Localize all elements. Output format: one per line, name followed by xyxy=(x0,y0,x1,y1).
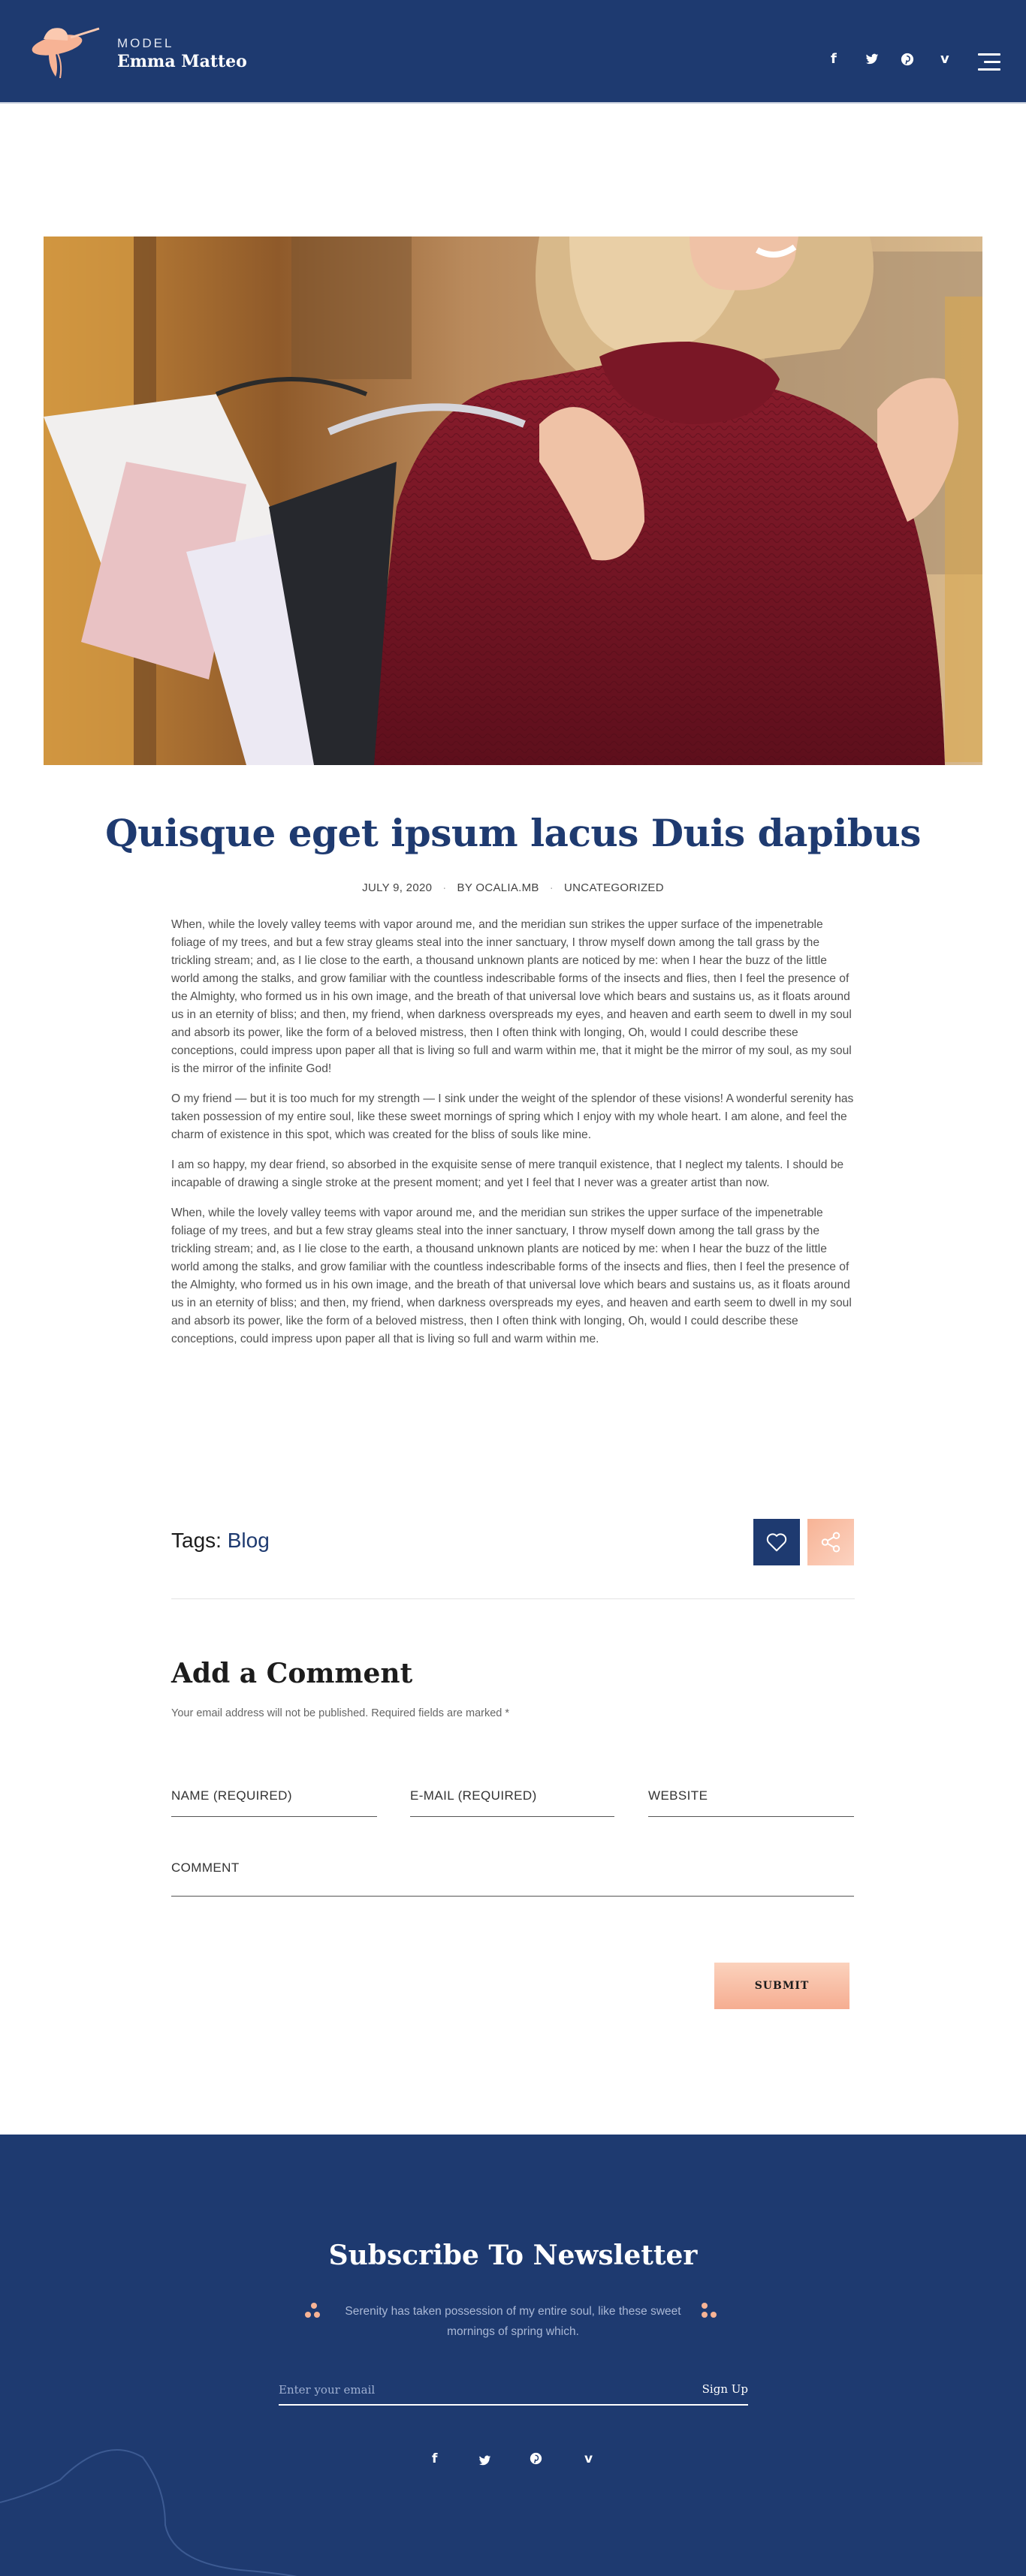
logo-text xyxy=(117,36,247,71)
woman-with-shopping-bags-image xyxy=(44,237,982,765)
post-meta xyxy=(0,881,1026,894)
comment-field[interactable] xyxy=(171,1860,854,1894)
post-title: Quisque eget ipsum lacus Duis dapibus xyxy=(105,811,921,855)
comment-note: Your email address will not be published. Required fields are marked * xyxy=(171,1707,510,1719)
share-button[interactable] xyxy=(807,1519,854,1565)
name-field-wrapper xyxy=(171,1788,377,1817)
tags-label: Tags: xyxy=(171,1529,222,1552)
header-divider xyxy=(0,102,1026,104)
paragraph: O my friend — but it is too much for my strength — I sink under the weight of the splendor of these visions! A wonderful serenity has taken possession of my entire soul, like these sweet mornings of spring which I enjoy with my whole heart. I am alone, and feel the charm of existence in this spot, which was created for the bliss of souls like mine. xyxy=(171,1092,854,1141)
post-tags xyxy=(171,1529,270,1553)
tag-link[interactable]: Blog xyxy=(227,1529,270,1552)
meta-separator: · xyxy=(442,881,447,894)
website-field-wrapper xyxy=(648,1788,854,1817)
meta-separator: · xyxy=(549,881,554,894)
site-logo[interactable] xyxy=(26,24,247,83)
newsletter-subtitle: Serenity has taken possession of my entire soul, like these sweet mornings of spring which. xyxy=(345,2305,681,2338)
hat-logo-icon xyxy=(26,24,101,83)
signup-button[interactable]: Sign Up xyxy=(702,2382,748,2396)
twitter-icon[interactable] xyxy=(865,53,879,65)
comment-title: Add a Comment xyxy=(171,1658,413,1689)
newsletter-title: Subscribe To Newsletter xyxy=(328,2240,698,2271)
newsletter-section xyxy=(0,2135,1026,2576)
site-header xyxy=(0,0,1026,104)
featured-image xyxy=(44,237,982,765)
paragraph: When, while the lovely valley teems with vapor around me, and the meridian sun strikes the upper surface of the impenetrable foliage of my trees, and but a few stray gleams steal into the inner sanctuary, I throw myself down among the tall grass by the trickling stream; and, as I lie close to the earth, a thousand unknown plants are noticed by me: when I hear the buzz of the little world among the stalks, and grow familiar with the countless indescribable forms of the insects and flies, then I feel the presence of the Almighty, who formed us in his own image, and the breath of that universal love which bears and sustains us, as it floats around us in an eternity of bliss; and then, my friend, when darkness overspreads my eyes, and heaven and earth seem to dwell in my soul and absorb its power, like the form of a beloved mistress, then I often think with longing, Oh, would I could describe these conceptions, could impress upon paper all that is living so full and warm within me, that it might be the mirror of my soul, as my soul is the mirror of the infinite God! xyxy=(171,918,852,1075)
like-button[interactable] xyxy=(753,1519,800,1565)
comment-field-wrapper xyxy=(171,1860,854,1897)
post-content xyxy=(171,916,855,1360)
newsletter-email-input[interactable] xyxy=(279,2379,632,2401)
facebook-icon[interactable]: f xyxy=(831,51,837,67)
heart-icon xyxy=(765,1532,788,1553)
name-field[interactable] xyxy=(171,1788,377,1803)
decorative-line-art xyxy=(0,2442,315,2576)
post-category[interactable]: UNCATEGORIZED xyxy=(564,881,664,894)
menu-toggle-icon[interactable] xyxy=(978,53,1000,73)
facebook-icon[interactable]: f xyxy=(432,2451,438,2466)
post-date[interactable]: JULY 9, 2020 xyxy=(362,881,433,894)
logo-tagline: MODEL xyxy=(117,35,174,50)
pinterest-icon[interactable] xyxy=(530,2452,542,2465)
decorative-dots-icon xyxy=(702,2303,720,2321)
post-author[interactable]: BY OCALIA.MB xyxy=(457,881,539,894)
twitter-icon[interactable] xyxy=(478,2455,491,2466)
paragraph: I am so happy, my dear friend, so absorbed in the exquisite sense of mere tranquil existence, that I neglect my talents. I should be incapable of drawing a single stroke at the present moment; and yet I feel that I never was a greater artist than now. xyxy=(171,1158,844,1189)
decorative-dots-icon xyxy=(305,2303,323,2321)
vimeo-icon[interactable]: v xyxy=(584,2451,593,2466)
section-divider xyxy=(171,1598,855,1599)
newsletter-form xyxy=(279,2379,748,2406)
paragraph: When, while the lovely valley teems with vapor around me, and the meridian sun strikes the upper surface of the impenetrable foliage of my trees, and but a few stray gleams steal into the inner sanctuary, I throw myself down among the tall grass by the trickling stream; and, as I lie close to the earth, a thousand unknown plants are noticed by me: when I hear the buzz of the little world among the stalks, and grow familiar with the countless indescribable forms of the insects and flies, then I feel the presence of the Almighty, who formed us in his own image, and the breath of that universal love which bears and sustains us, as it floats around us in an eternity of bliss; and then, my friend, when darkness overspreads my eyes, and heaven and earth seem to dwell in my soul and absorb its power, like the form of a beloved mistress, then I often think with longing, Oh, would I could describe these conceptions, could impress upon paper all that is living so full and warm within me. xyxy=(171,1207,852,1345)
submit-button[interactable]: SUBMIT xyxy=(714,1963,849,2009)
email-field[interactable] xyxy=(410,1788,614,1803)
email-field-wrapper xyxy=(410,1788,614,1817)
pinterest-icon[interactable] xyxy=(901,53,914,66)
logo-name: Emma Matteo xyxy=(117,51,247,71)
website-field[interactable] xyxy=(648,1788,854,1803)
vimeo-icon[interactable]: v xyxy=(940,51,949,67)
share-icon xyxy=(819,1531,842,1553)
